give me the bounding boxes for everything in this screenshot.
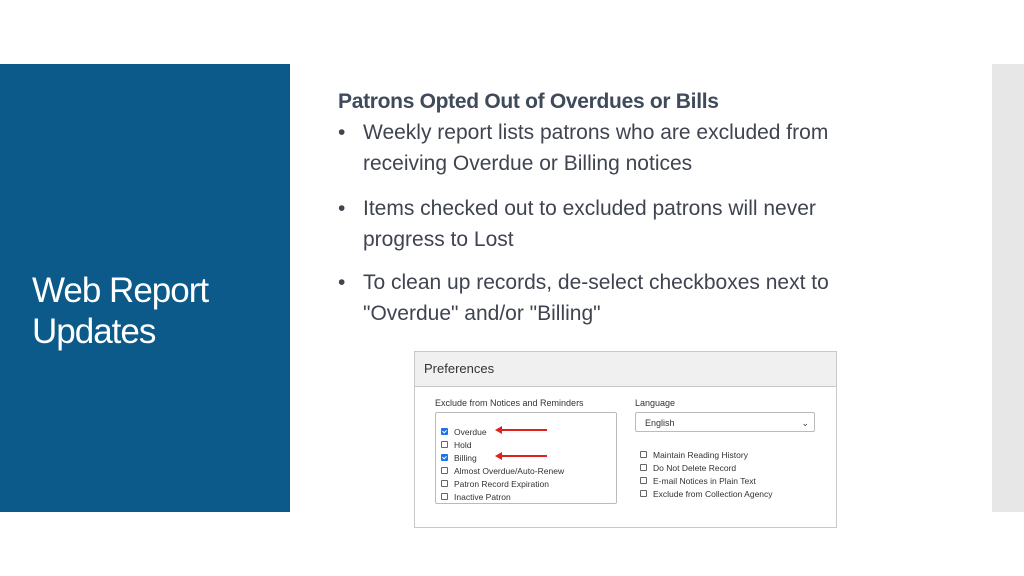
option-maintain-reading-history[interactable]	[635, 448, 825, 461]
bullet-text-line: "Overdue" and/or "Billing"	[363, 302, 601, 325]
preferences-screenshot	[414, 351, 837, 528]
checkbox-icon[interactable]	[441, 467, 448, 474]
language-label: Language	[635, 398, 676, 408]
bullet-item	[338, 193, 938, 255]
preferences-title: Preferences	[415, 352, 836, 387]
bullet-dot: •	[338, 271, 346, 294]
bullet-dot: •	[338, 121, 346, 144]
bullet-item	[338, 267, 938, 329]
right-decor-strip	[992, 64, 1024, 512]
bullet-item	[338, 117, 938, 179]
exclude-notices-list[interactable]	[435, 412, 617, 504]
checkbox-icon[interactable]	[441, 441, 448, 448]
option-label: Do Not Delete Record	[653, 462, 737, 473]
option-label: Inactive Patron	[454, 491, 511, 502]
bullet-text-line: receiving Overdue or Billing notices	[363, 152, 693, 175]
exclude-option-record-expiration[interactable]	[436, 477, 616, 490]
exclude-option-inactive-patron[interactable]	[436, 490, 616, 503]
section-title	[32, 270, 282, 352]
checkbox-icon[interactable]	[441, 493, 448, 500]
exclude-option-billing[interactable]	[436, 451, 616, 464]
exclude-option-overdue[interactable]	[436, 425, 616, 438]
language-value: English	[645, 418, 675, 428]
exclude-option-almost-overdue[interactable]	[436, 464, 616, 477]
option-label: Maintain Reading History	[653, 449, 748, 460]
checkbox-icon[interactable]	[640, 490, 647, 497]
option-label: Almost Overdue/Auto-Renew	[454, 465, 565, 476]
section-title-line-1: Web Report	[32, 271, 209, 310]
other-preferences-list	[635, 448, 825, 500]
slide-content	[338, 87, 938, 329]
option-label: Patron Record Expiration	[454, 478, 549, 489]
checkbox-icon[interactable]	[640, 464, 647, 471]
red-arrow-icon	[501, 429, 547, 431]
exclude-option-hold[interactable]	[436, 438, 616, 451]
bullet-text-line: Items checked out to excluded patrons will never	[363, 197, 816, 220]
option-label: Exclude from Collection Agency	[653, 488, 773, 499]
exclude-label: Exclude from Notices and Reminders	[435, 398, 584, 408]
language-select[interactable]	[635, 412, 815, 432]
section-title-line-2: Updates	[32, 312, 156, 351]
bullet-text-line: Weekly report lists patrons who are excluded from	[363, 121, 829, 144]
option-email-plain-text[interactable]	[635, 474, 825, 487]
option-label: E-mail Notices in Plain Text	[653, 475, 756, 486]
content-heading: Patrons Opted Out of Overdues or Bills	[338, 90, 719, 113]
bullet-text-line: progress to Lost	[363, 228, 514, 251]
option-label: Billing	[454, 452, 477, 463]
option-label: Hold	[454, 439, 472, 450]
checkbox-icon[interactable]	[441, 480, 448, 487]
checkbox-checked-icon[interactable]	[441, 428, 448, 435]
checkbox-icon[interactable]	[640, 451, 647, 458]
checkbox-icon[interactable]	[640, 477, 647, 484]
bullet-text-line: To clean up records, de-select checkboxes next to	[363, 271, 829, 294]
red-arrow-icon	[501, 455, 547, 457]
checkbox-checked-icon[interactable]	[441, 454, 448, 461]
chevron-down-icon: ⌄	[801, 418, 809, 428]
option-exclude-collection-agency[interactable]	[635, 487, 825, 500]
option-do-not-delete-record[interactable]	[635, 461, 825, 474]
option-label: Overdue	[454, 426, 487, 437]
bullet-dot: •	[338, 197, 346, 220]
